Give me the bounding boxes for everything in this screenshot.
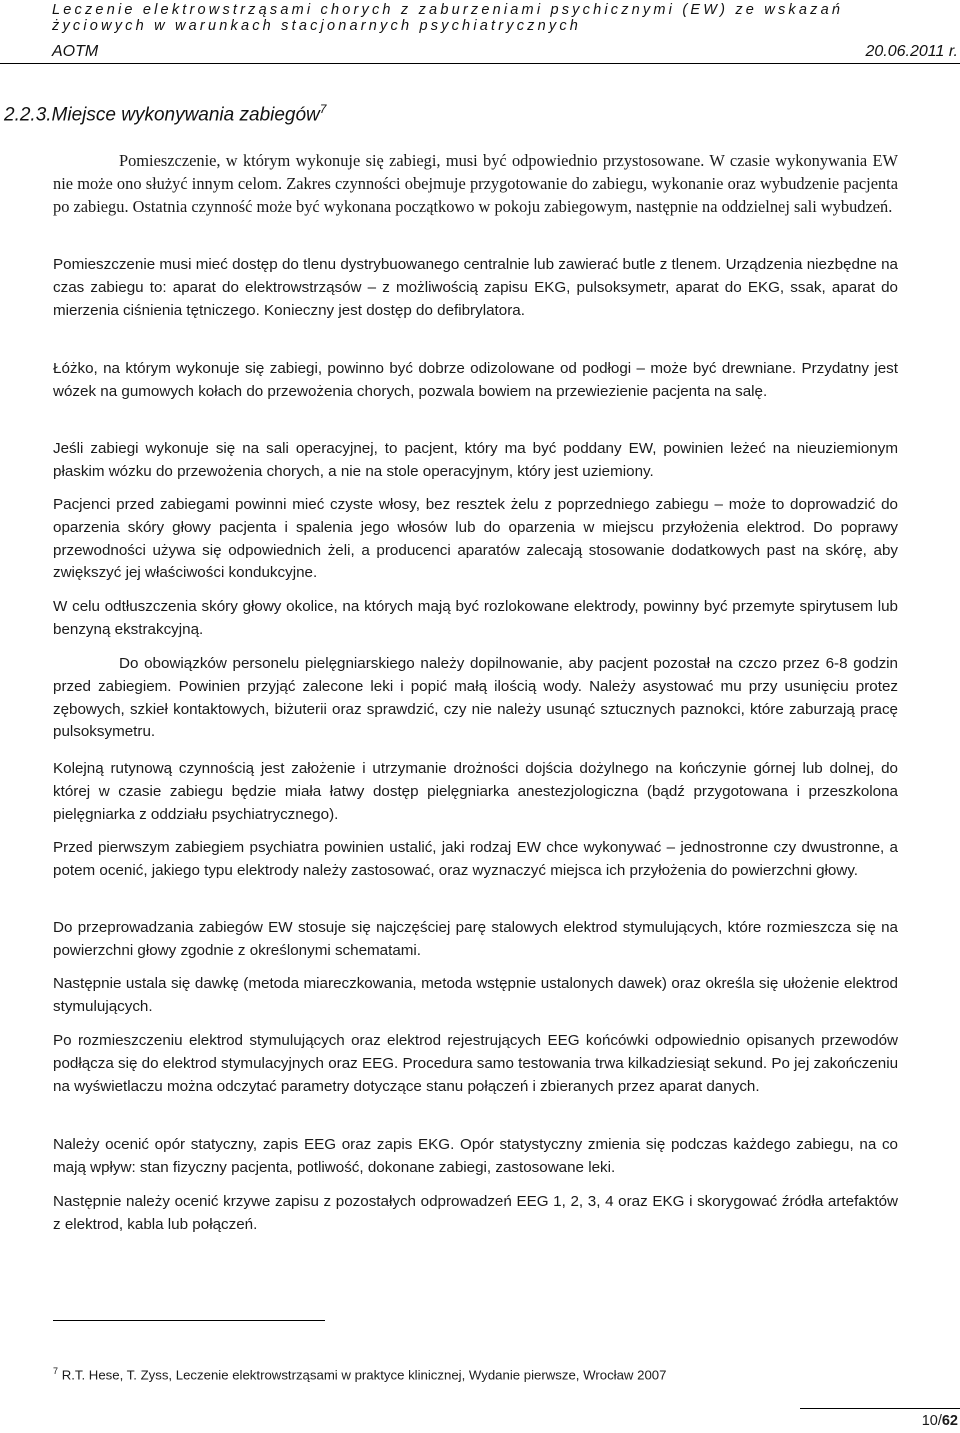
footnote-number: 7 [53, 1366, 59, 1376]
header-title-line-2: życiowych w warunkach stacjonarnych psychiatrycznych [52, 18, 582, 34]
paragraph-1: Pomieszczenie, w którym wykonuje się zabiegi, musi być odpowiednio przystosowane. W czasie wykonywania EW nie może ono służyć innym celom. Zakres czynności obejmuje przygotowanie do zabiegu, wykonanie oraz wybudzenie pacjenta po zabiegu. Ostatnia czynność może być wykonana początkowo w pokoju zabiegowym, następnie na oddzielnej sali wybudzeń. [53, 151, 898, 216]
paragraph-9: Przed pierwszym zabiegiem psychiatra powinien ustalić, jaki rodzaj EW chce wykonywać – jednostronne czy dwustronne, a potem ocenić, jakiego typu elektrody należy zastosować, oraz wyznaczyć miejsca ich przyłożenia do powierzchni głowy. [53, 839, 898, 879]
paragraph-8: Kolejną rutynową czynnością jest założenie i utrzymanie drożności dojścia dożylnego na kończynie górnej lub dolnej, do której w czasie zabiegu będzie miała łatwy dostęp pielęgniarka anestezjologiczna (bądź przygotowana i przeszkolona pielęgniarka z oddziału psychiatrycznego). [53, 760, 898, 823]
header-date: 20.06.2011 r. [865, 43, 958, 60]
paragraph-2: Pomieszczenie musi mieć dostęp do tlenu dystrybuowanego centralnie lub zawierać butle z tlenem. Urządzenia niezbędne na czas zabiegu to: aparat do elektrowstrząsów – z możliwością zapisu EKG, pulsoksymetr, aparat do EKG, ssak, aparat do mierzenia ciśnienia tętniczego. Konieczny jest dostęp do defibrylatora. [53, 256, 898, 319]
page-total: 62 [941, 1413, 958, 1429]
section-heading [4, 102, 326, 126]
section-heading-text: 2.2.3.Miejsce wykonywania zabiegów [4, 104, 320, 126]
paragraph-10: Do przeprowadzania zabiegów EW stosuje się najczęściej parę stalowych elektrod stymulujących, które rozmieszcza się na powierzchni głowy zgodnie z określonymi schematami. [53, 919, 898, 959]
header-divider [0, 63, 960, 64]
paragraph-3: Łóżko, na którym wykonuje się zabiegi, powinno być dobrze odizolowane od podłogi – może być drewniane. Przydatny jest wózek na gumowych kołach do przewożenia chorych, pozwala bowiem na przewiezienie pacjenta na salę. [53, 360, 898, 400]
footnote [53, 1366, 666, 1382]
paragraph-5: Pacjenci przed zabiegami powinni mieć czyste włosy, bez resztek żelu z poprzedniego zabiegu – może to doprowadzić do oparzenia skóry głowy pacjenta i spalenia jego włosów lub do oparzenia w miejscu przyłożenia elektrod. Do poprawy przewodności używa się odpowiednich żeli, a producenci aparatów zalecają stosowanie dodatkowych past na skórę, aby zwiększyć jej właściwości kondukcyjne. [53, 496, 898, 582]
paragraph-4: Jeśli zabiegi wykonuje się na sali operacyjnej, to pacjent, który ma być poddany EW, powinien leżeć na nieuziemionym płaskim wózku do przewożenia chorych, a nie na stole operacyjnym, który jest uziemiony. [53, 440, 898, 480]
paragraph-11: Następnie ustala się dawkę (metoda miareczkowania, metoda wstępnie ustalonych dawek) oraz określa się ułożenie elektrod stymulujących. [53, 975, 898, 1015]
paragraph-13: Należy ocenić opór statyczny, zapis EEG oraz zapis EKG. Opór statystyczny zmienia się podczas każdego zabiegu, na co mają wpływ: stan fizyczny pacjenta, potliwość, dokonane zabiegi, zastosowane leki. [53, 1136, 898, 1176]
footnote-reference[interactable]: 7 [319, 102, 327, 116]
header-organization: AOTM [52, 43, 99, 60]
page-number-divider [800, 1408, 960, 1409]
footnote-text: R.T. Hese, T. Zyss, Leczenie elektrowstrząsami w praktyce klinicznej, Wydanie pierwsze, Wrocław 2007 [61, 1367, 667, 1383]
paragraph-12: Po rozmieszczeniu elektrod stymulujących oraz elektrod rejestrujących EEG końcówki odpowiednio opisanych przewodów podłącza się do elektrod stymulacyjnych oraz EEG. Procedura samo testowania trwa kilkadziesiąt sekund. Po jej zakończeniu na wyświetlaczu można odczytać parametry dotyczące stanu połączeń i zbieranych przez aparat danych. [53, 1032, 899, 1095]
page-current: 10 [921, 1413, 938, 1429]
paragraph-7: Do obowiązków personelu pielęgniarskiego należy dopilnowanie, aby pacjent pozostał na czczo przez 6-8 godzin przed zabiegiem. Powinien przyjąć zalecone leki i popić małą ilością wody. Należy asystować mu przy usunięciu protez zębowych, szkieł kontaktowych, biżuterii oraz sprawdzić, czy nie należy usunąć sztucznych paznokci, które zaburzają pracę pulsoksymetru. [53, 655, 898, 741]
footnote-divider [53, 1320, 325, 1321]
page-separator: / [937, 1413, 942, 1429]
paragraph-6: W celu odtłuszczenia skóry głowy okolice, na których mają być rozlokowane elektrody, powinny być przemyte spirytusem lub benzyną ekstrakcyjną. [53, 598, 898, 638]
paragraph-14: Następnie należy ocenić krzywe zapisu z pozostałych odprowadzeń EEG 1, 2, 3, 4 oraz EKG i skorygować źródła artefaktów z elektrod, kabla lub połączeń. [53, 1193, 898, 1233]
header-title-line-1: Leczenie elektrowstrząsami chorych z zaburzeniami psychicznymi (EW) ze wskazań [52, 2, 844, 18]
page-number [922, 1413, 958, 1429]
